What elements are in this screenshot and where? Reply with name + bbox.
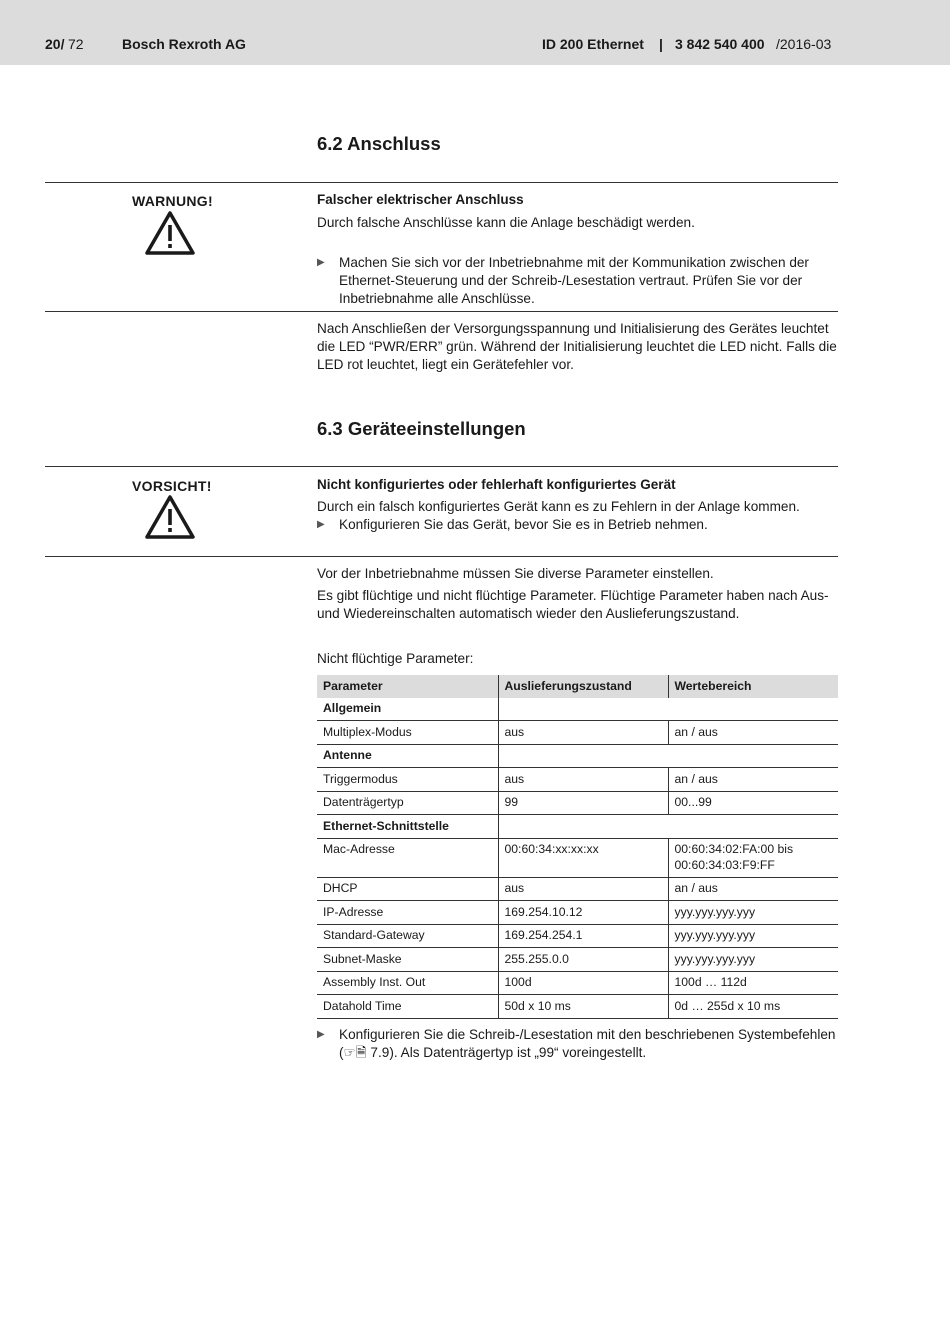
- table-cell: 255.255.0.0: [498, 948, 668, 972]
- section-heading-6-2: 6.2 Anschluss: [317, 133, 441, 154]
- group-label: Allgemein: [317, 698, 498, 721]
- table-cell: 100d: [498, 971, 668, 995]
- table-cell: 00:60:34:xx:xx:xx: [498, 838, 668, 877]
- parameter-table: [317, 675, 838, 1019]
- table-row: [317, 948, 838, 972]
- table-cell: an / aus: [668, 877, 838, 901]
- table-cell: 50d x 10 ms: [498, 995, 668, 1019]
- document-date: /2016-03: [776, 36, 832, 52]
- header-separator: |: [659, 36, 663, 52]
- caution-label: VORSICHT!: [132, 478, 212, 494]
- instruction-text: Konfigurieren Sie die Schreib-/Lesestation mit den beschriebenen Systembefehlen (☞🗎 7.9). Als Datenträgertyp ist „99“ voreingestellt.: [339, 1027, 836, 1060]
- table-cell: 169.254.254.1: [498, 924, 668, 948]
- table-row: [317, 838, 838, 877]
- section-heading-6-3: 6.3 Geräteeinstellungen: [317, 418, 526, 439]
- table-row: [317, 971, 838, 995]
- table-cell: aus: [498, 721, 668, 745]
- table-cell: Triggermodus: [317, 768, 498, 792]
- page-header: [0, 0, 950, 65]
- table-cell: 0d … 255d x 10 ms: [668, 995, 838, 1019]
- table-group-row: [317, 815, 838, 839]
- table-row: [317, 791, 838, 815]
- table-cell: 00:60:34:02:FA:00 bis 00:60:34:03:F9:FF: [668, 838, 838, 877]
- page-total: 72: [68, 36, 84, 52]
- caution-text: Durch ein falsch konfiguriertes Gerät kann es zu Fehlern in der Anlage kommen.: [317, 499, 800, 514]
- table-caption: Nicht flüchtige Parameter:: [317, 651, 474, 666]
- table-cell: an / aus: [668, 721, 838, 745]
- table-row: [317, 901, 838, 925]
- warning-title: Falscher elektrischer Anschluss: [317, 192, 524, 207]
- table-cell: Multiplex-Modus: [317, 721, 498, 745]
- table-cell: yyy.yyy.yyy.yyy: [668, 924, 838, 948]
- page-number: 20/: [45, 36, 65, 52]
- table-cell: 100d … 112d: [668, 971, 838, 995]
- table-cell: Mac-Adresse: [317, 838, 498, 877]
- table-row: [317, 995, 838, 1019]
- table-cell: yyy.yyy.yyy.yyy: [668, 948, 838, 972]
- group-label: Ethernet-Schnittstelle: [317, 815, 498, 839]
- table-cell: aus: [498, 877, 668, 901]
- divider: [45, 182, 838, 183]
- table-header-row: [317, 675, 838, 698]
- warning-label: WARNUNG!: [132, 193, 213, 209]
- table-cell: Standard-Gateway: [317, 924, 498, 948]
- table-cell: IP-Adresse: [317, 901, 498, 925]
- table-row: [317, 924, 838, 948]
- table-cell: Subnet-Maske: [317, 948, 498, 972]
- table-row: [317, 768, 838, 792]
- table-cell: yyy.yyy.yyy.yyy: [668, 901, 838, 925]
- table-cell: an / aus: [668, 768, 838, 792]
- table-row: [317, 877, 838, 901]
- divider: [45, 556, 838, 557]
- table-cell: DHCP: [317, 877, 498, 901]
- company-name: Bosch Rexroth AG: [122, 36, 246, 52]
- table-cell: Assembly Inst. Out: [317, 971, 498, 995]
- document-title: ID 200 Ethernet: [542, 36, 644, 52]
- instruction-text: Machen Sie sich vor der Inbetriebnahme mit der Kommunikation zwischen der Ethernet-Steuerung und der Schreib-/Lesestation vertraut. Prüfen Sie vor der Inbetriebnahme alle Anschlüsse.: [339, 255, 809, 306]
- caution-title: Nicht konfiguriertes oder fehlerhaft konfiguriertes Gerät: [317, 477, 676, 492]
- table-cell: aus: [498, 768, 668, 792]
- table-cell: 169.254.10.12: [498, 901, 668, 925]
- divider: [45, 311, 838, 312]
- instruction-text: Konfigurieren Sie das Gerät, bevor Sie es in Betrieb nehmen.: [339, 517, 708, 532]
- paragraph-parameters: Vor der Inbetriebnahme müssen Sie diverse Parameter einstellen.: [317, 566, 714, 581]
- table-group-row: [317, 744, 838, 768]
- table-cell: Datahold Time: [317, 995, 498, 1019]
- table-cell: 99: [498, 791, 668, 815]
- warning-triangle-icon: [145, 495, 195, 539]
- triangle-right-icon: ▶: [317, 519, 325, 530]
- triangle-right-icon: ▶: [317, 1029, 325, 1040]
- group-label: Antenne: [317, 744, 498, 768]
- table-cell: Datenträgertyp: [317, 791, 498, 815]
- warning-text: Durch falsche Anschlüsse kann die Anlage beschädigt werden.: [317, 215, 695, 230]
- paragraph-led-status: Nach Anschließen der Versorgungsspannung und Initialisierung des Gerätes leuchtet die LED “PWR/ERR” grün. Während der Initialisierung leuchtet die LED nicht. Falls die LED rot leuchtet, liegt ein Gerätefehler vor.: [317, 321, 837, 372]
- column-header: Auslieferungszustand: [498, 675, 668, 698]
- triangle-right-icon: ▶: [317, 257, 325, 268]
- warning-triangle-icon: [145, 211, 195, 255]
- table-row: [317, 721, 838, 745]
- column-header: Parameter: [317, 675, 498, 698]
- paragraph-volatile: Es gibt flüchtige und nicht flüchtige Parameter. Flüchtige Parameter haben nach Aus- und Wiedereinschalten automatisch wieder den Auslieferungszustand.: [317, 588, 829, 621]
- table-cell: 00...99: [668, 791, 838, 815]
- document-number: 3 842 540 400: [675, 36, 765, 52]
- table-group-row: [317, 698, 838, 721]
- column-header: Wertebereich: [668, 675, 838, 698]
- divider: [45, 466, 838, 467]
